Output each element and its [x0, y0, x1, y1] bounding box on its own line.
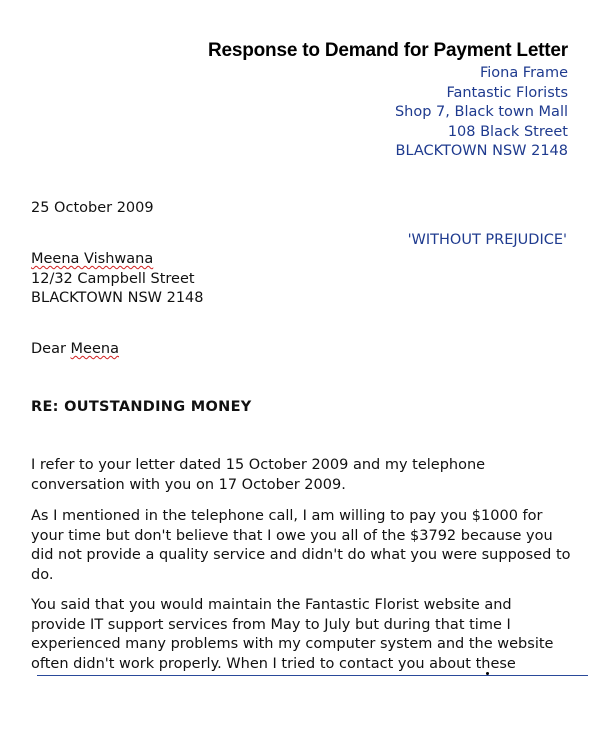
- salutation: [31, 341, 119, 357]
- sender-name: Fiona Frame: [479, 65, 568, 81]
- sender-city: BLACKTOWN NSW 2148: [395, 143, 568, 159]
- subject-line: RE: OUTSTANDING MONEY: [31, 399, 252, 415]
- document-title: Response to Demand for Payment Letter: [207, 40, 568, 61]
- sender-business: Fantastic Florists: [446, 84, 568, 101]
- recipient-name: Meena Vishwana: [31, 251, 154, 267]
- letter-date: 25 October 2009: [31, 200, 154, 216]
- paragraph-3-line: often didn't work properly. When I tried to contact you about these: [31, 655, 516, 672]
- sender-address-line2: 108 Black Street: [447, 123, 568, 140]
- page-bottom-rule: [37, 675, 588, 676]
- paragraph-3-line: provide IT support services from May to July but during that time I: [31, 616, 511, 633]
- sender-address-line1: Shop 7, Black town Mall: [394, 104, 568, 120]
- sender-address-block: [395, 64, 568, 162]
- body-paragraph-3: [31, 596, 571, 674]
- salutation-prefix: Dear: [31, 341, 71, 357]
- paragraph-3-line: experienced many problems with my computer system and the website: [31, 636, 554, 652]
- body-paragraph-2: As I mentioned in the telephone call, I am willing to pay you $1000 for your time but don't believe that I owe you all of the $3792 because you did not provide a quality service and didn't do what you were supposed to do.: [31, 508, 571, 583]
- paragraph-3-line: You said that you would maintain the Fantastic Florist website and: [31, 597, 512, 613]
- recipient-city: BLACKTOWN NSW 2148: [31, 290, 204, 306]
- without-prejudice-note: 'WITHOUT PREJUDICE': [407, 232, 567, 248]
- recipient-street: 12/32 Campbell Street: [31, 270, 195, 287]
- body-paragraph-1: I refer to your letter dated 15 October 2009 and my telephone conversation with you on 17 October 2009.: [31, 457, 486, 493]
- recipient-address-block: [31, 250, 204, 309]
- salutation-name: Meena: [70, 341, 119, 357]
